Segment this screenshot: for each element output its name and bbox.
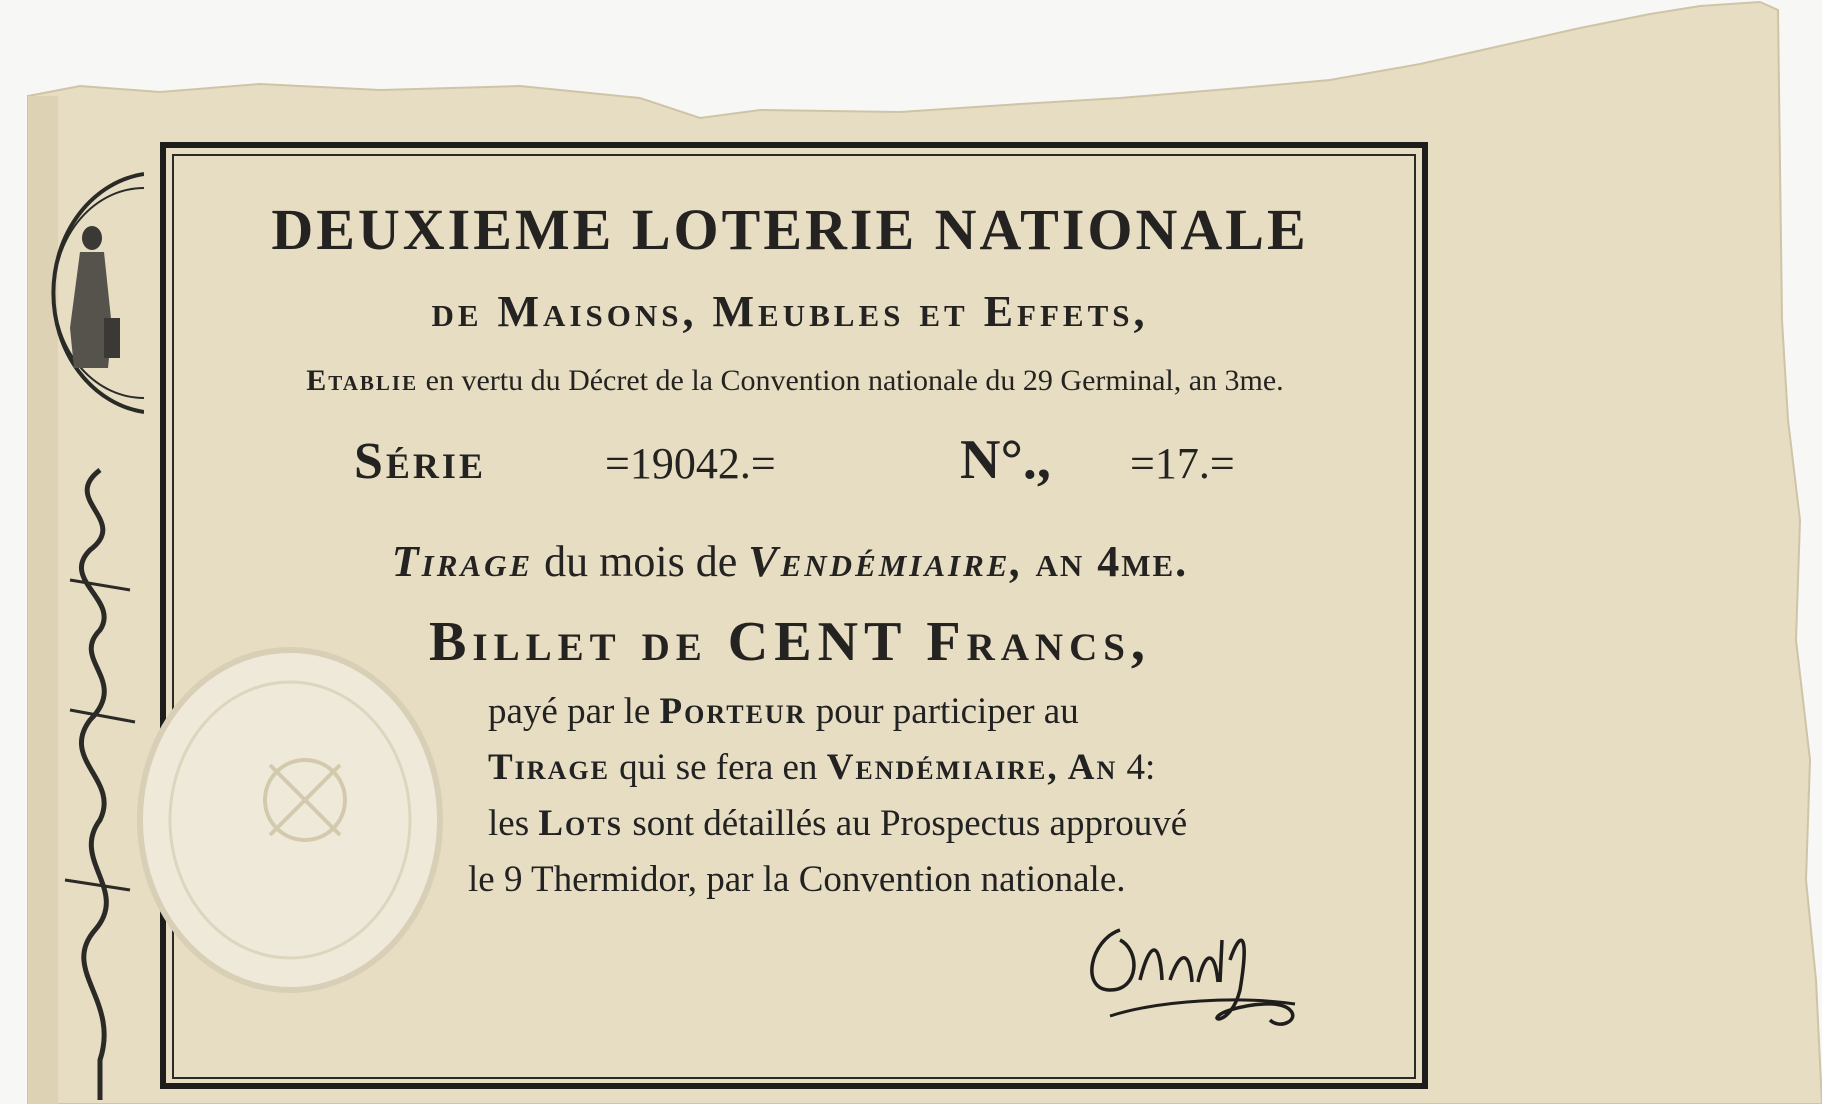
lots-word: Lots [538, 803, 624, 844]
number-label: N°., [960, 429, 1051, 491]
tirage-word: Tirage [488, 747, 610, 788]
billet-line: Billet de CENT Francs, [429, 611, 1151, 673]
terms-text: pour participer au [806, 691, 1079, 732]
handwritten-signature [1080, 900, 1310, 1050]
terms-text: payé par le [488, 691, 660, 732]
decree-line [200, 364, 1390, 398]
terms-line-2 [468, 740, 1358, 796]
month-word: Vendémiaire, An [826, 747, 1118, 788]
terms-text: les [488, 803, 539, 844]
terms-line-1 [468, 684, 1358, 740]
tirage-month: Vendémiaire, [748, 537, 1025, 586]
porteur-word: Porteur [659, 691, 807, 732]
tirage-middle: du mois de [544, 537, 738, 586]
terms-text: qui se fera en [609, 747, 827, 788]
decree-text: en vertu du Décret de la Convention nationale du 29 Germinal, an 3me. [425, 364, 1284, 397]
lottery-title: DEUXIEME LOTERIE NATIONALE [271, 197, 1309, 262]
serie-label: Série [354, 433, 486, 490]
draw-line [220, 536, 1360, 587]
embossed-seal-icon [120, 630, 460, 1010]
terms-line-4: le 9 Thermidor, par la Convention nationale. [468, 859, 1126, 900]
tirage-year: an 4me. [1035, 537, 1189, 586]
tirage-word: Tirage [391, 537, 534, 586]
republic-seal-icon [34, 168, 144, 418]
serial-row [220, 429, 1360, 502]
terms-paragraph [468, 684, 1358, 908]
terms-text: sont détaillés au Prospectus approuvé [623, 803, 1188, 844]
lottery-subtitle: de Maisons, Meubles et Effets, [431, 287, 1149, 336]
terms-line-3 [468, 796, 1358, 852]
ticket-number: =17.= [1130, 439, 1235, 488]
terms-text: 4: [1117, 747, 1156, 788]
established-word: Etablie [306, 364, 419, 397]
serie-number: =19042.= [605, 439, 776, 488]
